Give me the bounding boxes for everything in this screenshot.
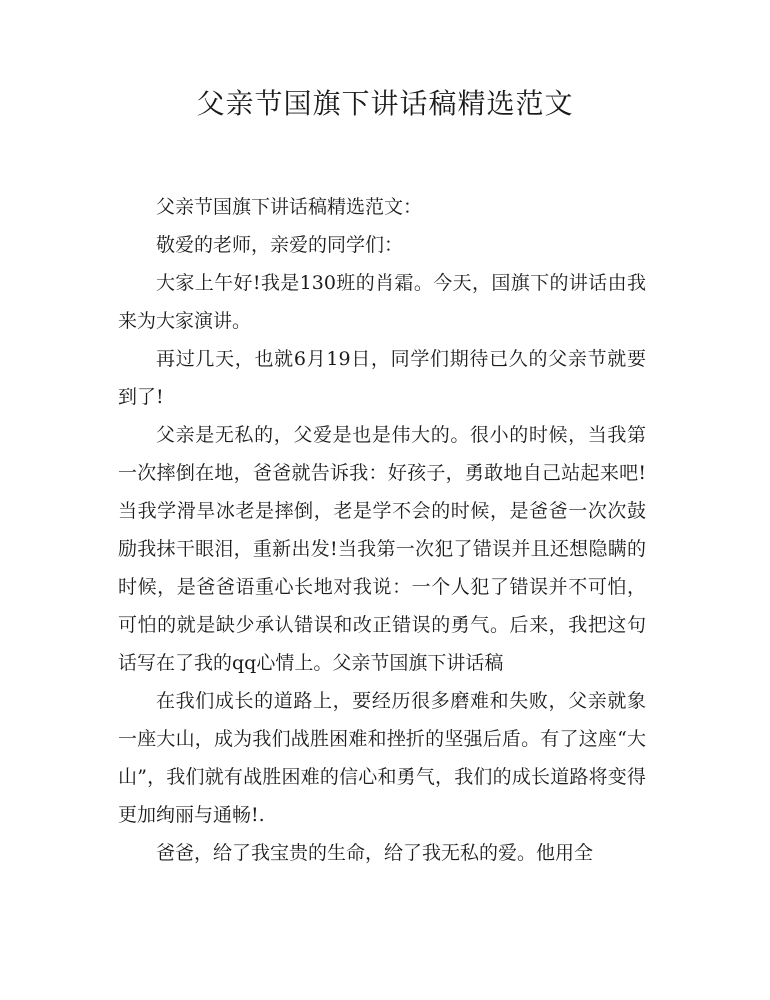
document-title: 父亲节国旗下讲话稿精选范文 <box>196 87 574 120</box>
paragraph: 父亲节国旗下讲话稿精选范文： <box>156 196 423 218</box>
paragraph: 再过几天，也就6月19日，同学们期待已久的父亲节就要到了! <box>118 348 646 408</box>
paragraph: 大家上午好!我是130班的肖霜。今天，国旗下的讲话由我来为大家演讲。 <box>118 272 646 332</box>
paragraph: 在我们成长的道路上，要经历很多磨难和失败，父亲就象一座大山，成为我们战胜困难和挫折的坚强后盾。有了这座“大山”，我们就有战胜困难的信心和勇气，我们的成长道路将变得更加绚丽与通畅!. <box>118 690 646 826</box>
paragraph: 父亲是无私的，父爱是也是伟大的。很小的时候，当我第一次摔倒在地，爸爸就告诉我：好孩子，勇敢地自己站起来吧!当我学滑旱冰老是摔倒，老是学不会的时候，是爸爸一次次鼓励我抹干眼泪，重新出发!当我第一次犯了错误并且还想隐瞒的时候，是爸爸语重心长地对我说：一个人犯了错误并不可怕，可怕的就是缺少承认错误和改正错误的勇气。后来，我把这句话写在了我的qq心情上。父亲节国旗下讲话稿 <box>118 424 646 674</box>
paragraph: 爸爸，给了我宝贵的生命，给了我无私的爱。他用全 <box>156 842 594 864</box>
paragraph: 敬爱的老师，亲爱的同学们： <box>156 234 404 256</box>
document-body <box>118 188 646 872</box>
